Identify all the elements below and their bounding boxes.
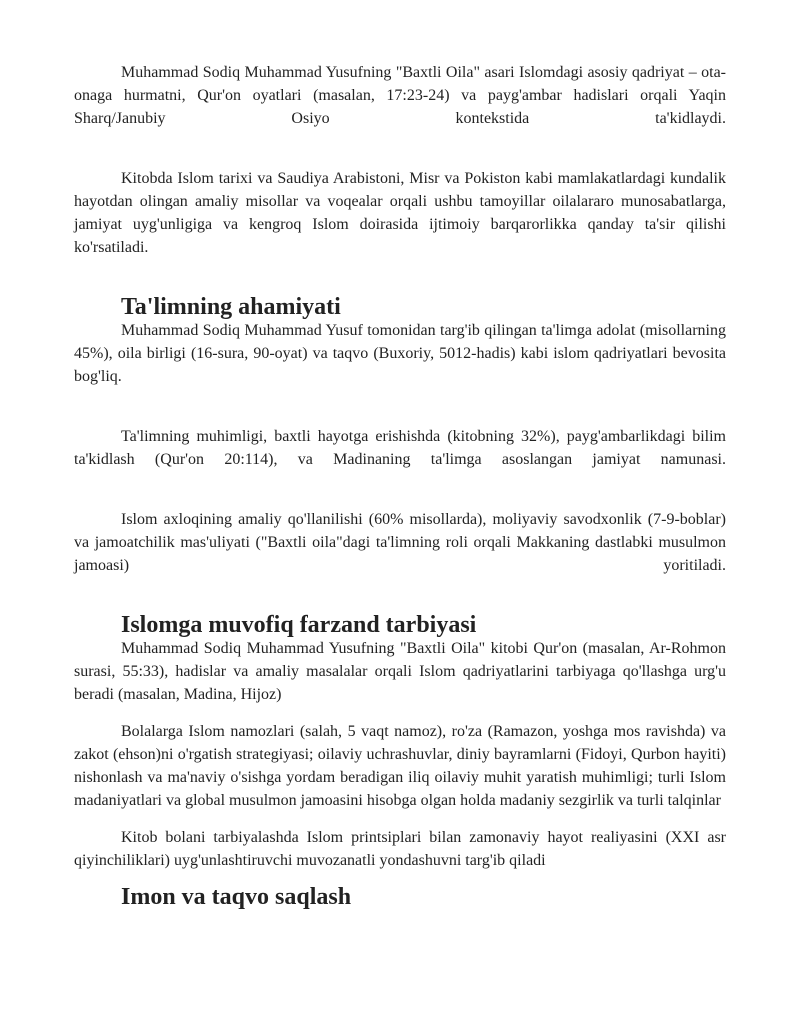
paragraph-education-values: Muhammad Sodiq Muhammad Yusuf tomonidan targ'ib qilingan ta'limga adolat (misollarning 45%), oila birligi (16-sura, 90-oyat) va taqvo (Buxoriy, 5012-hadis) kabi islom qadriyatlari bevosita bog'liq. (74, 322, 726, 385)
document-page (74, 0, 726, 909)
heading-talimning-ahamiyati: Ta'limning ahamiyati (121, 294, 341, 320)
paragraph-education-importance: Ta'limning muhimligi, baxtli hayotga erishishda (kitobning 32%), payg'ambarlikdagi bilim ta'kidlash (Qur'on 20:114), va Madinaning ta'limga asoslangan jamiyat namunasi. (74, 428, 726, 468)
paragraph-child-upbringing: Muhammad Sodiq Muhammad Yusufning "Baxtli Oila" kitobi Qur'on (masalan, Ar-Rohmon surasi, 55:33), hadislar va amaliy masalalar orqali Islom qadriyatlarini tarbiyaga qo'llashga urg'u beradi (masalan, Madina, Hijoz) (74, 640, 726, 703)
heading-farzand-tarbiyasi: Islomga muvofiq farzand tarbiyasi (121, 612, 477, 638)
heading-imon-va-taqvo: Imon va taqvo saqlash (121, 884, 352, 910)
paragraph-baxtli-oila-intro: Muhammad Sodiq Muhammad Yusufning "Baxtli Oila" asari Islomdagi asosiy qadriyat – ota-onaga hurmatni, Qur'on oyatlari (masalan, 17:23-24) va payg'ambar hadislari orqali Yaqin Sharq/Janubiy Osiyo kontekstida ta'kidlaydi. (74, 64, 726, 127)
paragraph-teaching-strategy: Bolalarga Islom namozlari (salah, 5 vaqt namoz), ro'za (Ramazon, yoshga mos ravishda) va zakot (ehson)ni o'rgatish strategiyasi; oilaviy uchrashuvlar, diniy bayramlarni (Fidoyi, Qurbon hayiti) nishonlash va ma'naviy o'sishga yordam beradigan iliq oilaviy muhit yaratish muhimligi; turli Islom madaniyatlari va global musulmon jamoasini hisobga olgan holda madaniy sezgirlik va turli talqinlar (74, 723, 726, 809)
paragraph-ethics-application: Islom axloqining amaliy qo'llanilishi (60% misollarda), moliyaviy savodxonlik (7-9-boblar) va jamoatchilik mas'uliyati ("Baxtli oila"dagi ta'limning roli orqali Makkaning dastlabki musulmon jamoasi) yoritiladi. (74, 511, 726, 574)
paragraph-balanced-approach: Kitob bolani tarbiyalashda Islom printsiplari bilan zamonaviy hayot realiyasini (XXI asr qiyinchiliklari) uyg'unlashtiruvchi muvozanatli yondashuvni targ'ib qiladi (74, 829, 726, 869)
paragraph-practical-examples: Kitobda Islom tarixi va Saudiya Arabistoni, Misr va Pokiston kabi mamlakatlardagi kundalik hayotdan olingan amaliy misollar va voqealar orqali ushbu tamoyillar oilalararo munosabatlarga, jamiyat uyg'unligiga va kengroq Islom doirasida ijtimoiy barqarorlikka qanday ta'sir qilishi ko'rsatiladi. (74, 170, 726, 256)
